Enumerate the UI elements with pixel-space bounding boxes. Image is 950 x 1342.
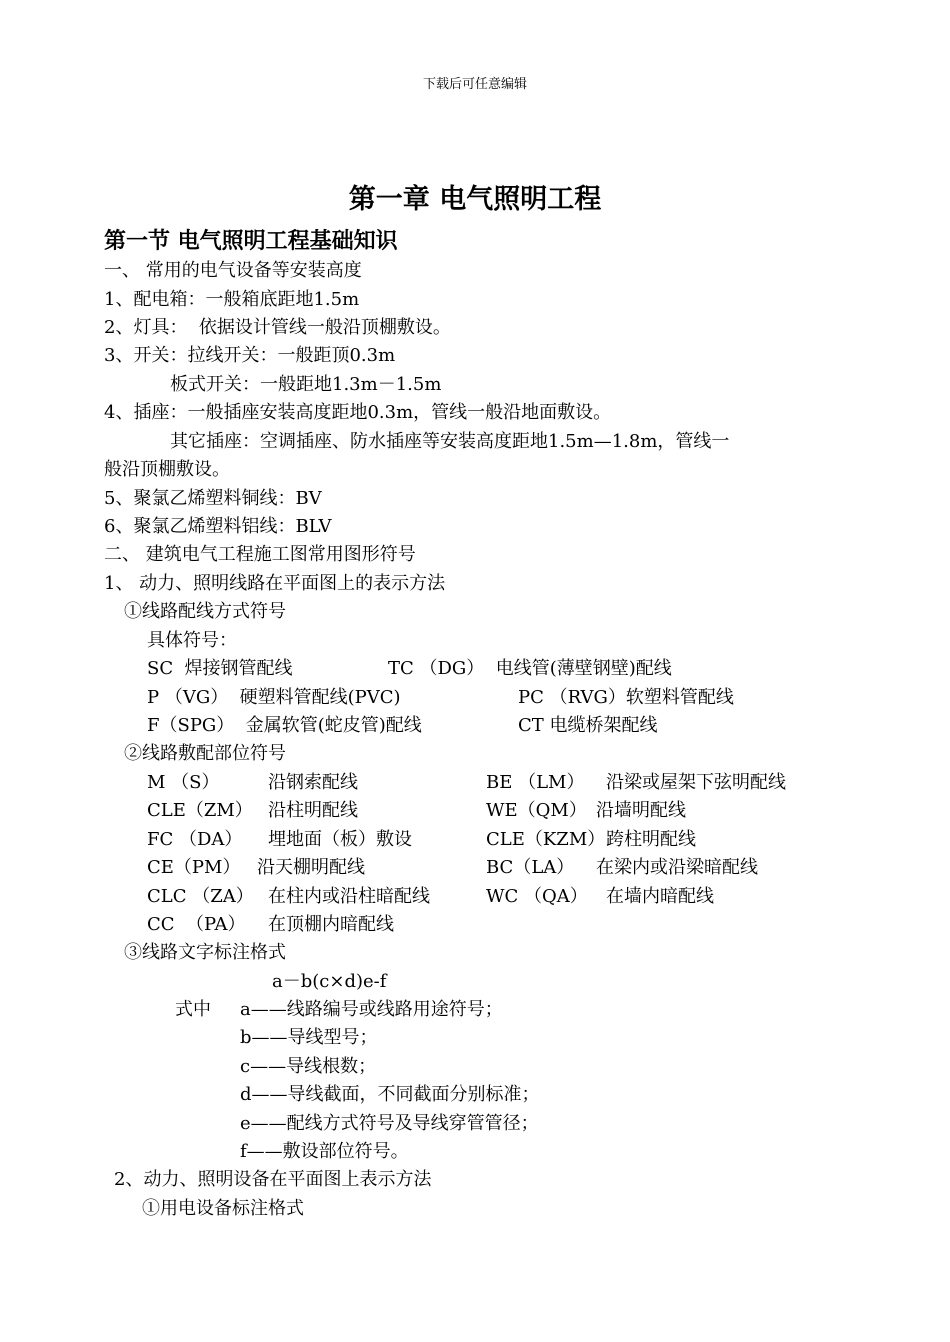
- position-desc: 在顶棚内暗配线: [268, 914, 394, 935]
- position-code: WC （QA）: [486, 886, 588, 907]
- wiring-symbol: PC （RVG）软塑料管配线: [518, 687, 734, 708]
- wiring-symbol: TC （DG） 电线管(薄壁钢壁)配线: [388, 658, 672, 679]
- position-desc: 沿柱明配线: [268, 800, 358, 821]
- list-item: 5、聚氯乙烯塑料铜线：BV: [104, 488, 322, 509]
- position-code: CE（PM）: [147, 857, 241, 878]
- wiring-symbol: SC 焊接钢管配线: [147, 658, 293, 679]
- position-code: CLE（ZM）: [147, 800, 253, 821]
- formula-definition: e——配线方式符号及导线穿管管径；: [240, 1113, 539, 1134]
- position-desc: 沿天棚明配线: [257, 857, 365, 878]
- wiring-symbol: CT 电缆桥架配线: [518, 715, 658, 736]
- part2-heading: 二、 建筑电气工程施工图常用图形符号: [104, 544, 416, 565]
- annotation-title: ③线路文字标注格式: [124, 942, 286, 963]
- page-header: 下载后可任意编辑: [422, 77, 527, 92]
- list-item: 其它插座：空调插座、防水插座等安装高度距地1.5m—1.8m，管线一: [170, 431, 730, 452]
- part1-heading: 一、 常用的电气设备等安装高度: [104, 260, 362, 281]
- list-item: 6、聚氯乙烯塑料铝线：BLV: [104, 516, 332, 537]
- position-desc: 埋地面（板）敷设: [268, 829, 412, 850]
- chapter-title: 第一章 电气照明工程: [348, 184, 602, 215]
- wiring-symbol: P （VG） 硬塑料管配线(PVC): [147, 687, 401, 708]
- position-desc: 在梁内或沿梁暗配线: [596, 857, 758, 878]
- formula-definition: d——导线截面，不同截面分别标准；: [240, 1084, 540, 1105]
- position-code: CLC （ZA）: [147, 886, 254, 907]
- position-desc: 在墙内暗配线: [606, 886, 714, 907]
- list-item: 1、配电箱：一般箱底距地1.5m: [104, 289, 360, 310]
- position-desc: 跨柱明配线: [606, 829, 696, 850]
- annotation-formula: a－b(c×d)e-f: [272, 971, 387, 992]
- formula-definition: f——敷设部位符号。: [240, 1141, 409, 1162]
- position-code: CLE（KZM）: [486, 829, 606, 850]
- position-code: CC （PA）: [147, 914, 246, 935]
- wiring-symbol: F（SPG） 金属软管(蛇皮管)配线: [147, 715, 422, 736]
- position-code: FC （DA）: [147, 829, 243, 850]
- formula-definition: a——线路编号或线路用途符号；: [240, 999, 503, 1020]
- subsection-heading: 2、动力、照明设备在平面图上表示方法: [114, 1169, 432, 1190]
- formula-definition: c——导线根数；: [240, 1056, 377, 1077]
- position-desc: 沿梁或屋架下弦明配线: [606, 772, 786, 793]
- where-label: 式中: [175, 999, 211, 1020]
- position-code: BE （LM）: [486, 772, 585, 793]
- equipment-title: ①用电设备标注格式: [142, 1198, 304, 1219]
- position-desc: 在柱内或沿柱暗配线: [268, 886, 430, 907]
- position-code: M （S）: [147, 772, 220, 793]
- position-desc: 沿钢索配线: [268, 772, 358, 793]
- position-code: WE（QM）: [486, 800, 587, 821]
- subsection-heading: 1、 动力、照明线路在平面图上的表示方法: [104, 573, 446, 594]
- list-item: 板式开关：一般距地1.3m－1.5m: [170, 374, 442, 395]
- laying-position-title: ②线路敷配部位符号: [124, 743, 286, 764]
- list-item: 般沿顶棚敷设。: [104, 459, 230, 480]
- list-item: 4、插座：一般插座安装高度距地0.3m，管线一般沿地面敷设。: [104, 402, 612, 423]
- section-title: 第一节 电气照明工程基础知识: [104, 229, 398, 254]
- formula-definition: b——导线型号；: [240, 1027, 378, 1048]
- wiring-method-title: ①线路配线方式符号: [124, 601, 286, 622]
- list-item: 3、开关：拉线开关：一般距顶0.3m: [104, 345, 396, 366]
- list-item: 2、灯具： 依据设计管线一般沿顶棚敷设。: [104, 317, 451, 338]
- position-desc: 沿墙明配线: [596, 800, 686, 821]
- wiring-method-intro: 具体符号：: [147, 630, 237, 651]
- position-code: BC（LA）: [486, 857, 575, 878]
